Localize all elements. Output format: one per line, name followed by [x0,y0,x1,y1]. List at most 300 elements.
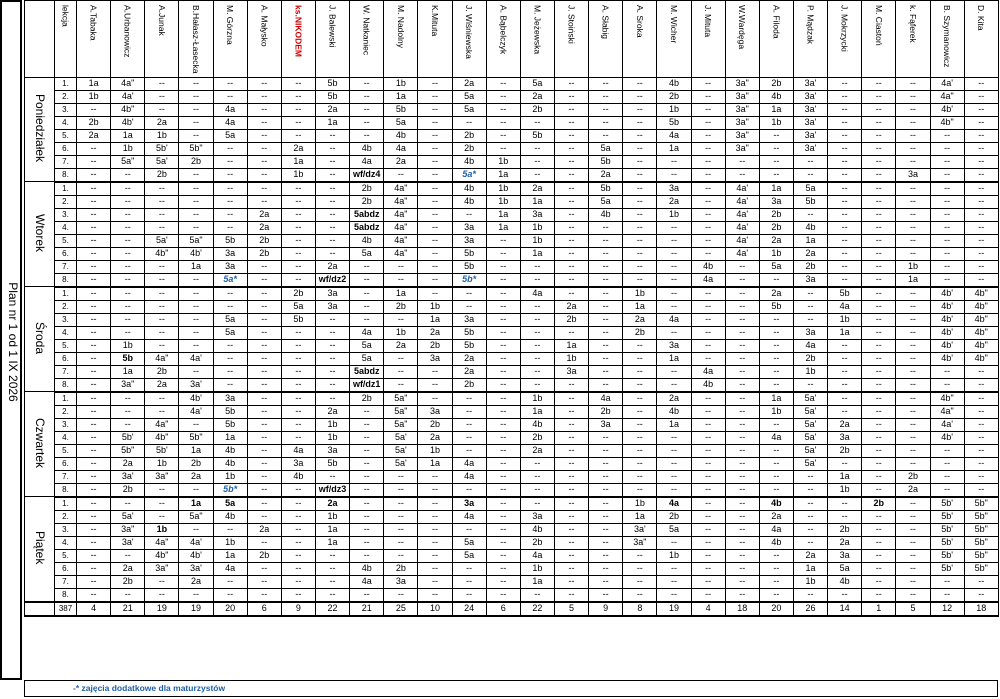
schedule-cell: -- [828,378,862,392]
lesson-row [25,116,999,129]
schedule-cell: -- [486,287,520,301]
teacher-total: 21 [350,602,384,616]
schedule-cell: -- [691,155,725,168]
schedule-cell: 4a [657,497,691,511]
schedule-cell: -- [418,90,452,103]
schedule-cell: -- [111,549,145,562]
schedule-cell: -- [930,378,964,392]
schedule-cell: -- [554,418,588,431]
schedule-cell: -- [520,155,554,168]
schedule-cell: 3a' [111,470,145,483]
schedule-cell: 5b* [213,483,247,497]
schedule-cell: -- [964,483,998,497]
schedule-cell: -- [179,90,213,103]
schedule-cell: -- [930,142,964,155]
schedule-cell: -- [111,392,145,406]
schedule-cell: 5a [452,536,486,549]
schedule-cell: 1b [828,313,862,326]
schedule-cell: -- [589,523,623,536]
schedule-cell: -- [759,378,793,392]
schedule-cell: -- [964,431,998,444]
schedule-cell: 1a [418,457,452,470]
schedule-cell: 4a" [384,195,418,208]
schedule-cell: -- [896,90,930,103]
teacher-name: ks.NIKODEM [293,5,304,57]
schedule-cell: 1b [315,510,349,523]
schedule-cell: 3a [452,221,486,234]
schedule-cell: -- [350,510,384,523]
schedule-cell: 2b [623,326,657,339]
day-header-cell [25,1,55,78]
schedule-cell: -- [520,588,554,602]
schedule-cell: 3a [213,260,247,273]
schedule-cell: -- [623,588,657,602]
schedule-cell: 3a [384,575,418,588]
schedule-cell: -- [554,168,588,182]
schedule-cell: -- [623,352,657,365]
schedule-cell: -- [793,470,827,483]
schedule-cell: -- [281,562,315,575]
teacher-name: k. Fąferek [907,5,918,43]
schedule-cell: -- [111,168,145,182]
schedule-cell: -- [486,562,520,575]
teacher-header-cell [247,1,281,78]
schedule-cell: -- [554,90,588,103]
schedule-cell: -- [896,392,930,406]
teacher-header-cell [486,1,520,78]
schedule-cell: -- [589,536,623,549]
schedule-cell: 4b [691,260,725,273]
schedule-cell: -- [247,260,281,273]
teacher-header-cell [930,1,964,78]
schedule-cell: -- [179,273,213,287]
schedule-cell: -- [247,562,281,575]
schedule-cell: -- [896,313,930,326]
schedule-cell: -- [964,457,998,470]
schedule-cell: 2a [520,444,554,457]
teacher-total: 14 [828,602,862,616]
teacher-name: A.Tabaka [88,5,99,41]
schedule-cell: -- [896,405,930,418]
schedule-cell: -- [657,365,691,378]
schedule-cell: -- [896,431,930,444]
schedule-cell: -- [520,326,554,339]
schedule-cell: -- [554,182,588,196]
schedule-cell: -- [623,247,657,260]
lesson-number: 1. [55,287,77,301]
teacher-total: 8 [623,602,657,616]
lesson-row [25,352,999,365]
schedule-cell: 5b' [930,549,964,562]
schedule-cell: -- [77,195,111,208]
schedule-cell: -- [77,365,111,378]
schedule-cell: -- [691,326,725,339]
schedule-cell: 2a [793,549,827,562]
schedule-cell: 2b [520,536,554,549]
schedule-cell: -- [589,497,623,511]
schedule-cell: -- [213,168,247,182]
schedule-cell: 1b [486,195,520,208]
teacher-name: J. Mituta [703,5,714,38]
schedule-cell: 2b [418,339,452,352]
schedule-cell: -- [418,234,452,247]
lesson-row [25,523,999,536]
schedule-cell: -- [725,418,759,431]
schedule-cell: -- [77,352,111,365]
schedule-cell: 3a' [179,562,213,575]
schedule-cell: -- [623,418,657,431]
schedule-cell: -- [964,418,998,431]
schedule-cell: -- [930,182,964,196]
schedule-cell: -- [589,116,623,129]
schedule-cell: 3a' [179,378,213,392]
schedule-cell: 4b [213,510,247,523]
schedule-cell: -- [725,562,759,575]
lesson-row [25,431,999,444]
schedule-cell: -- [862,208,896,221]
schedule-cell: -- [793,168,827,182]
schedule-cell: 5a [281,300,315,313]
schedule-cell: 5b' [930,523,964,536]
schedule-cell: -- [964,392,998,406]
schedule-cell: -- [930,483,964,497]
schedule-cell: -- [828,195,862,208]
schedule-cell: -- [452,405,486,418]
schedule-cell: -- [213,575,247,588]
schedule-cell: 5b [315,77,349,90]
schedule-cell: -- [145,195,179,208]
schedule-cell: 3a [759,195,793,208]
schedule-cell: -- [350,418,384,431]
schedule-cell: 4a [589,392,623,406]
schedule-cell: -- [179,103,213,116]
schedule-cell: -- [828,208,862,221]
schedule-cell: 3a [793,326,827,339]
schedule-cell: -- [77,168,111,182]
schedule-cell: 5b [452,339,486,352]
schedule-cell: -- [862,155,896,168]
schedule-cell: -- [350,129,384,142]
schedule-cell: -- [418,168,452,182]
schedule-cell: -- [691,536,725,549]
schedule-cell: -- [77,588,111,602]
schedule-cell: -- [554,116,588,129]
schedule-cell: -- [486,326,520,339]
schedule-cell: 3a [520,510,554,523]
lesson-number: 7. [55,365,77,378]
teacher-name: B.Hałasz-Łasecka [190,5,201,74]
schedule-cell: -- [77,287,111,301]
teacher-total: 4 [77,602,111,616]
schedule-cell: 5a [350,352,384,365]
schedule-cell: 1a [657,418,691,431]
teacher-header-cell [554,1,588,78]
schedule-cell: 4a' [179,352,213,365]
schedule-cell: 4a [213,562,247,575]
schedule-cell: -- [452,418,486,431]
schedule-cell: -- [964,90,998,103]
schedule-cell: 2b [384,562,418,575]
schedule-cell: -- [486,273,520,287]
schedule-cell: -- [828,497,862,511]
schedule-cell: 4a [452,457,486,470]
schedule-cell: 4b [691,378,725,392]
schedule-cell: 4b [350,234,384,247]
schedule-cell: -- [452,588,486,602]
schedule-cell: -- [759,549,793,562]
schedule-cell: 1b [111,339,145,352]
schedule-cell: -- [77,457,111,470]
schedule-cell: -- [554,273,588,287]
schedule-cell: -- [589,273,623,287]
schedule-cell: -- [247,339,281,352]
teacher-header-cell [657,1,691,78]
schedule-cell: -- [213,208,247,221]
schedule-cell: -- [896,129,930,142]
schedule-cell: 4b' [930,326,964,339]
schedule-cell: -- [862,142,896,155]
schedule-cell: -- [350,444,384,457]
lesson-row [25,90,999,103]
schedule-cell: -- [486,234,520,247]
schedule-cell: -- [418,392,452,406]
schedule-cell: 3a" [725,103,759,116]
schedule-cell: -- [862,575,896,588]
schedule-cell: 2b [896,470,930,483]
schedule-cell: -- [759,418,793,431]
schedule-cell: wf/dz4 [350,168,384,182]
schedule-cell: -- [828,352,862,365]
schedule-cell: 4b' [179,247,213,260]
schedule-cell: 2a [179,470,213,483]
schedule-cell: 3a' [111,536,145,549]
teacher-name: A. Bąbelczyk [498,5,509,55]
schedule-cell: 1b [520,562,554,575]
schedule-cell: -- [77,208,111,221]
schedule-cell: -- [145,326,179,339]
schedule-cell: -- [657,588,691,602]
teacher-total: 19 [145,602,179,616]
schedule-cell: -- [111,300,145,313]
schedule-cell: -- [691,549,725,562]
schedule-cell: -- [828,103,862,116]
schedule-cell: -- [520,260,554,273]
schedule-cell: -- [691,575,725,588]
schedule-cell: 5a* [452,168,486,182]
schedule-cell: -- [418,155,452,168]
schedule-cell: 3a [452,313,486,326]
schedule-cell: -- [657,483,691,497]
schedule-cell: -- [281,483,315,497]
schedule-cell: -- [657,287,691,301]
schedule-cell: 1b [623,497,657,511]
lesson-number: 5. [55,444,77,457]
schedule-cell: -- [896,142,930,155]
schedule-cell: -- [384,365,418,378]
schedule-cell: -- [418,182,452,196]
schedule-cell: -- [862,313,896,326]
schedule-cell: 5b [589,155,623,168]
schedule-cell: -- [418,378,452,392]
schedule-cell: -- [691,195,725,208]
schedule-cell: 4a [213,103,247,116]
schedule-cell: -- [384,536,418,549]
schedule-cell: -- [281,234,315,247]
schedule-cell: -- [418,365,452,378]
schedule-cell: -- [213,378,247,392]
lesson-row [25,182,999,196]
schedule-cell: -- [111,497,145,511]
schedule-cell: -- [862,182,896,196]
schedule-cell: -- [384,378,418,392]
teacher-header-cell [179,1,213,78]
schedule-cell: -- [725,470,759,483]
lesson-number: 2. [55,405,77,418]
schedule-cell: -- [930,575,964,588]
schedule-cell: -- [725,313,759,326]
schedule-cell: -- [350,116,384,129]
total-hours: 387 [55,602,77,616]
schedule-cell: 4b [384,129,418,142]
schedule-cell: 2b [350,182,384,196]
schedule-cell: -- [145,273,179,287]
teacher-name: A. Sroka [634,5,645,38]
schedule-cell: -- [77,221,111,234]
schedule-cell: 2a [759,234,793,247]
lesson-row [25,575,999,588]
schedule-cell: 5b" [179,142,213,155]
schedule-cell: -- [896,116,930,129]
lesson-number: 3. [55,523,77,536]
schedule-cell: -- [623,431,657,444]
schedule-cell: -- [520,378,554,392]
schedule-cell: -- [111,273,145,287]
schedule-cell: 1a [418,313,452,326]
schedule-cell: 1a [315,536,349,549]
teacher-total: 6 [486,602,520,616]
lesson-row [25,208,999,221]
schedule-cell: -- [77,313,111,326]
schedule-cell: -- [725,444,759,457]
schedule-cell: -- [247,273,281,287]
schedule-cell: 5b" [964,497,998,511]
schedule-cell: 2b [77,116,111,129]
schedule-cell: 2a [452,365,486,378]
schedule-cell: 3a" [111,523,145,536]
schedule-cell: 2b [828,444,862,457]
schedule-cell: -- [179,182,213,196]
schedule-cell: -- [725,155,759,168]
schedule-cell: -- [315,365,349,378]
schedule-cell: 4b [657,77,691,90]
schedule-cell: -- [862,234,896,247]
schedule-cell: 3a [828,431,862,444]
schedule-cell: 2a [520,182,554,196]
schedule-cell: 2b [759,208,793,221]
schedule-cell: 4b [281,470,315,483]
schedule-cell: -- [350,273,384,287]
schedule-cell: -- [350,90,384,103]
schedule-cell: -- [179,365,213,378]
schedule-cell: -- [213,221,247,234]
schedule-cell: 5b [828,287,862,301]
schedule-cell: -- [930,444,964,457]
schedule-cell: 4b' [930,339,964,352]
schedule-cell: 4a [452,470,486,483]
schedule-cell: -- [930,208,964,221]
schedule-cell: -- [486,247,520,260]
schedule-cell: 5b [452,326,486,339]
schedule-cell: -- [623,77,657,90]
schedule-cell: -- [179,523,213,536]
schedule-cell: 1a [111,129,145,142]
schedule-cell: -- [862,536,896,549]
lesson-number: 5. [55,549,77,562]
schedule-cell: -- [554,523,588,536]
teacher-header-cell [315,1,349,78]
schedule-cell: -- [281,405,315,418]
schedule-cell: -- [896,536,930,549]
schedule-cell: 4a' [179,536,213,549]
schedule-cell: 5b [281,313,315,326]
schedule-cell: 5b [315,457,349,470]
schedule-cell: -- [452,300,486,313]
schedule-cell: -- [213,352,247,365]
schedule-cell: -- [759,365,793,378]
schedule-cell: -- [725,378,759,392]
schedule-cell: -- [452,575,486,588]
schedule-cell: -- [145,90,179,103]
schedule-cell: 4b [759,536,793,549]
schedule-cell: -- [350,588,384,602]
schedule-cell: -- [554,103,588,116]
teacher-total: 25 [384,602,418,616]
schedule-cell: -- [281,497,315,511]
schedule-cell: -- [486,313,520,326]
schedule-cell: -- [896,575,930,588]
schedule-cell: -- [486,457,520,470]
schedule-cell: 4a" [145,418,179,431]
schedule-cell: -- [315,588,349,602]
lesson-number: 8. [55,483,77,497]
schedule-cell: 2b [350,195,384,208]
schedule-cell: 1b [315,431,349,444]
schedule-cell: -- [281,523,315,536]
schedule-cell: 4a" [384,182,418,196]
schedule-cell: 5a' [111,510,145,523]
lesson-number: 3. [55,103,77,116]
schedule-cell: -- [247,457,281,470]
schedule-cell: -- [281,575,315,588]
schedule-cell: -- [418,247,452,260]
schedule-cell: 1b [759,116,793,129]
lesson-row [25,129,999,142]
schedule-cell: -- [554,326,588,339]
schedule-cell: 2a [896,483,930,497]
schedule-cell: -- [77,234,111,247]
schedule-cell: -- [589,365,623,378]
teacher-name: A. Małysko [259,5,270,47]
schedule-cell: -- [623,457,657,470]
schedule-cell: -- [896,457,930,470]
teacher-name: J. Mokrzycki [839,5,850,52]
schedule-cell: -- [554,575,588,588]
schedule-cell: -- [418,470,452,483]
schedule-cell: -- [793,510,827,523]
schedule-cell: -- [691,510,725,523]
teacher-header-cell [589,1,623,78]
lesson-number: 7. [55,155,77,168]
